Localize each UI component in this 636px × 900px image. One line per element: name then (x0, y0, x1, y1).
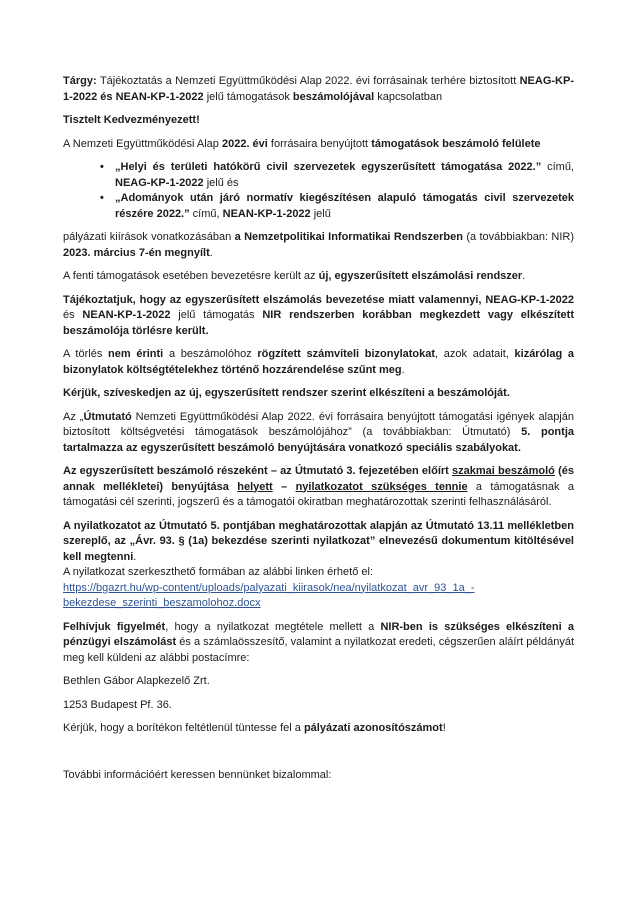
text-run: Tájékoztatjuk, hogy az egyszerűsített elszámolás bevezetése miatt valamennyi, NEAG-KP-1-2022 (63, 293, 574, 306)
text-run: rögzített számviteli bizonylatokat (257, 348, 436, 360)
text-run: 5. pontja tartalmazza az egyszerűsített beszámoló benyújtására vonatkozó speciális szabályokat. (63, 426, 574, 454)
text-run: Bethlen Gábor Alapkezelő Zrt. (63, 675, 210, 687)
deletion-scope-paragraph (63, 347, 574, 378)
blank-line (63, 745, 574, 761)
text-run: című, (541, 161, 574, 173)
deletion-notice-paragraph (63, 293, 574, 340)
text-run: című, (189, 207, 223, 220)
text-run: jelű támogatások (203, 90, 293, 103)
text-run: Tájékoztatás a Nemzeti Együttműködési Alap 2022. évi forrásainak terhére biztosított (99, 75, 520, 87)
text-run: Az egyszerűsített beszámoló részeként – az Útmutató 3. fejezetében előírt (63, 465, 453, 477)
text-run: támogatások beszámoló felülete (371, 137, 541, 150)
text-run: NEAG-KP-1-2022 (115, 176, 204, 189)
text-run: és (63, 309, 83, 321)
text-run: a támogatásnak a támogatási cél szerinti, jogszerű és a támogatói okiratban meghatározottak szerinti felhasználásáról. (63, 480, 574, 508)
text-run: Kérjük, hogy a borítékon feltétlenül tüntesse fel a (63, 722, 304, 734)
text-run: helyett (237, 480, 273, 493)
text-run: pályázati azonosítószámot (303, 722, 443, 734)
text-run: A Nemzeti Együttműködési Alap (63, 137, 222, 150)
text-run: 2022. évi (221, 137, 268, 150)
text-run: További információért keressen bennünket bizalommal: (63, 769, 332, 781)
text-run: . (401, 363, 405, 376)
subject-paragraph (63, 74, 574, 105)
text-run: „Helyi és területi hatókörű civil szervezetek egyszerűsített támogatása 2022.” (115, 161, 542, 173)
closing-paragraph (63, 768, 574, 784)
text-run: A fenti támogatások esetében bevezetésre került az (63, 270, 319, 282)
text-run: , hogy a nyilatkozat megtétele mellett a (165, 620, 381, 633)
guide-paragraph (63, 410, 574, 457)
text-run: . (133, 550, 137, 563)
text-run: Nemzeti Együttműködési Alap 2022. évi forrásaira benyújtott támogatási igények alapján biztosított költségvetési támogatások beszámolójához” (a továbbiakban: Útmutató) (63, 410, 574, 438)
text-run: NIR-ben is szükséges elkészíteni a pénzügyi elszámolást (63, 620, 575, 648)
text-run: NEAN-KP-1-2022 (82, 309, 171, 321)
text-run: a Nemzetpolitikai Informatikai Rendszerben (234, 231, 463, 243)
text-run: Tárgy: (63, 75, 100, 87)
text-run: . (522, 270, 526, 282)
envelope-note-paragraph (63, 721, 574, 737)
text-run: jelű (310, 207, 331, 220)
attention-paragraph (63, 620, 574, 667)
text-run: új, egyszerűsített elszámolási rendszer (318, 270, 523, 282)
text-run: beszámolójával (292, 90, 375, 103)
text-run: kapcsolatban (374, 90, 443, 103)
text-run: forrásaira benyújtott (267, 137, 372, 150)
nir-open-paragraph (63, 230, 574, 261)
text-run: jelű és (203, 176, 239, 189)
bullet-icon: • (100, 192, 104, 204)
text-run: 1253 Budapest Pf. 36. (63, 698, 172, 711)
text-run: A nyilatkozat szerkeszthető formában az alábbi linken érhető el: (63, 566, 374, 578)
text-run: jelű támogatás (170, 309, 263, 321)
text-run: szakmai beszámoló (452, 465, 555, 477)
text-run: – (272, 480, 296, 493)
intro-paragraph (63, 137, 574, 153)
text-run: NEAN-KP-1-2022 (222, 207, 311, 220)
text-run: kizárólag a bizonylatok költségtételekhez történő hozzárendelése szűnt meg (63, 348, 575, 376)
statement-document-paragraph (63, 519, 574, 566)
request-paragraph (63, 386, 574, 402)
hyperlink[interactable]: bekezdese_szerinti_beszamolohoz.docx (63, 597, 261, 609)
hyperlink[interactable]: https://bgazrt.hu/wp-content/uploads/palyazati_kiirasok/nea/nyilatkozat_avr_93_1a_- (63, 581, 475, 594)
text-run: NEAG-KP-1-2022 és NEAN-KP-1-2022 (63, 75, 574, 103)
text-run: Az „ (63, 410, 84, 423)
text-run: (és annak mellékletei) benyújtása (63, 465, 574, 493)
postal-name-line (63, 674, 574, 690)
text-run: 2023. március 7-én megnyílt (63, 246, 210, 259)
bullet-icon: • (100, 161, 104, 173)
text-run: nem érinti (108, 348, 164, 360)
new-system-paragraph (63, 269, 574, 285)
statement-requirement-paragraph (63, 464, 574, 511)
postal-address-line (63, 698, 574, 714)
bullet-item-neag (63, 160, 574, 191)
text-run: A törlés (63, 348, 109, 360)
text-run: és a számlaösszesítő, valamint a nyilatkozat eredeti, cégszerűen aláírt példányát meg kell küldeni az alábbi postacímre: (63, 636, 574, 664)
text-run: NIR rendszerben korábban megkezdett vagy elkészített beszámolója törlésre került. (63, 309, 574, 337)
text-run: (a továbbiakban: NIR) (462, 231, 574, 243)
link-intro-line (63, 565, 574, 581)
document-body (63, 74, 574, 784)
download-link-paragraph (63, 581, 574, 612)
text-run: Útmutató (83, 410, 132, 423)
text-run: ! (442, 722, 446, 734)
text-run: Tisztelt Kedvezményezett! (63, 114, 200, 126)
text-run: a beszámolóhoz (163, 348, 258, 360)
text-run: Kérjük, szíveskedjen az új, egyszerűsített rendszer szerint elkészíteni a beszámolóját. (63, 387, 510, 399)
salutation (63, 113, 574, 129)
text-run: Felhívjuk figyelmét (63, 620, 166, 633)
text-run: nyilatkozatot szükséges tennie (295, 480, 468, 493)
text-run: pályázati kiírások vonatkozásában (63, 231, 235, 243)
bullet-item-nean (63, 191, 574, 222)
text-run: , azok adatait, (435, 348, 515, 360)
text-run: . (209, 246, 213, 259)
text-run: „Adományok után járó normatív kiegészítésen alapuló támogatás civil szervezetek részére 2022.” (115, 192, 574, 220)
text-run: A nyilatkozatot az Útmutató 5. pontjában meghatározottak alapján az Útmutató 13.11 mellékletben szereplő, az „Ávr. 93. § (1a) bekezdése szerinti nyilatkozat” elnevezésű dokumentum kitöltésével kell megtenni (63, 519, 574, 563)
